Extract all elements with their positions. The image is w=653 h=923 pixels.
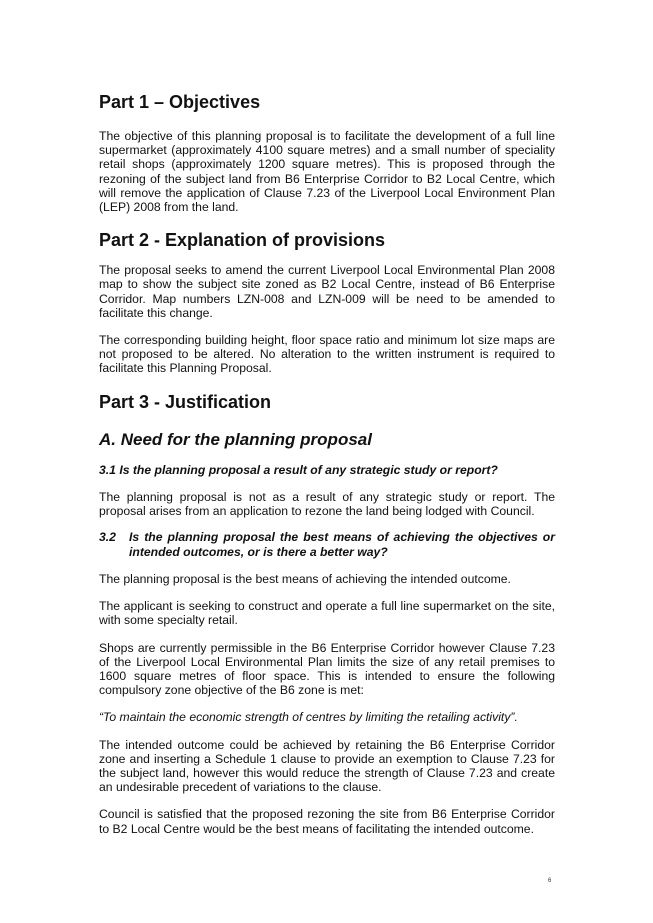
part3-heading: Part 3 - Justification: [99, 391, 272, 412]
zone-objective-quote: “To maintain the economic strength of centres by limiting the retailing activity”.: [99, 710, 518, 725]
question-3-2-number: 3.2: [99, 530, 116, 545]
answer-3-1: The planning proposal is not as a result of any strategic study or report. The proposal arises from an application to rezone the land being lodged with Council.: [99, 489, 555, 518]
answer-3-2-paragraph-3: Shops are currently permissible in the B6 Enterprise Corridor however Clause 7.23 of the Liverpool Local Environmental Plan limits the size of any retail premises to 1600 square metres of floor space. This is intended to ensure the following compulsory zone objective of the B6 zone is met:: [99, 640, 555, 698]
part1-paragraph: The objective of this planning proposal is to facilitate the development of a full line supermarket (approximately 4100 square metres) and a small number of speciality retail shops (approximately 1200 square metres). This is proposed through the rezoning of the subject land from B6 Enterprise Corridor to B2 Local Centre, which will remove the application of Clause 7.23 of the Liverpool Local Environment Plan (LEP) 2008 from the land.: [99, 129, 555, 215]
part2-paragraph-2: The corresponding building height, floor space ratio and minimum lot size maps are not proposed to be altered. No alteration to the written instrument is required to facilitate this Planning Proposal.: [99, 333, 555, 376]
question-3-2-text: Is the planning proposal the best means of achieving the objectives or intended outcomes, or is there a better way?: [129, 530, 555, 560]
question-3-2: [99, 530, 555, 560]
answer-3-2-paragraph-4: The intended outcome could be achieved by retaining the B6 Enterprise Corridor zone and inserting a Schedule 1 clause to provide an exemption to Clause 7.23 for the subject land, however this would reduce the strength of Clause 7.23 and create an undesirable precedent of variations to the clause.: [99, 737, 555, 795]
section-a-heading: A. Need for the planning proposal: [99, 429, 372, 449]
part2-heading: Part 2 - Explanation of provisions: [99, 230, 386, 251]
answer-3-2-paragraph-1: The planning proposal is the best means of achieving the intended outcome.: [99, 572, 511, 587]
answer-3-2-paragraph-5: Council is satisfied that the proposed rezoning the site from B6 Enterprise Corridor to B2 Local Centre would be the best means of facilitating the intended outcome.: [99, 807, 555, 836]
page-number: 6: [548, 878, 552, 884]
document-page: [99, 90, 555, 836]
question-3-1: 3.1 Is the planning proposal a result of any strategic study or report?: [99, 462, 498, 477]
part2-paragraph-1: The proposal seeks to amend the current Liverpool Local Environmental Plan 2008 map to show the subject site zoned as B2 Local Centre, instead of B6 Enterprise Corridor. Map numbers LZN-008 and LZN-009 will be need to be amended to facilitate this change.: [99, 263, 555, 320]
part1-heading: Part 1 – Objectives: [99, 92, 261, 112]
answer-3-2-paragraph-2: The applicant is seeking to construct and operate a full line supermarket on the site, with some specialty retail.: [99, 599, 555, 628]
